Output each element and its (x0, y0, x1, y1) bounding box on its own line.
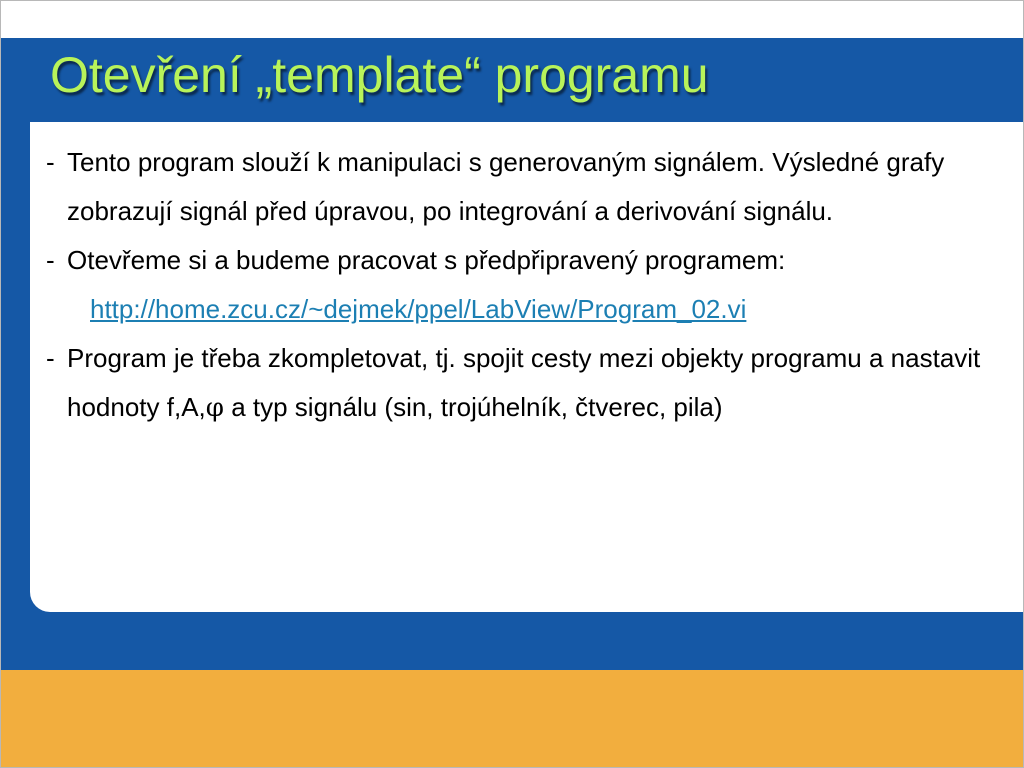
bullet-2-text: Otevřeme si a budeme pracovat s předpřipravený programem: (67, 245, 786, 275)
bullet-3-marker: - (46, 343, 55, 373)
link-line (46, 285, 1006, 334)
bullet-2-marker: - (46, 245, 55, 275)
bullet-2 (46, 236, 1006, 285)
bullet-3-text-before: Program je třeba zkompletovat, tj. spojit cesty mezi objekty programu a nastavit hodnoty f,A, (67, 343, 981, 422)
phi-symbol: φ (205, 393, 224, 423)
bullet-3-text-after: a typ signálu (sin, trojúhelník, čtverec, pila) (223, 392, 723, 422)
bullet-1-marker: - (46, 147, 55, 177)
bullet-1 (46, 138, 1006, 236)
slide-title: Otevření „template“ programu (50, 47, 709, 103)
slide-body (46, 138, 1006, 433)
bullet-3 (46, 334, 1006, 433)
program-link[interactable]: http://home.zcu.cz/~dejmek/ppel/LabView/Program_02.vi (90, 294, 747, 324)
bullet-1-text: Tento program slouží k manipulaci s generovaným signálem. Výsledné grafy zobrazují signál před úpravou, po integrování a derivování signálu. (67, 147, 945, 226)
orange-footer-band (0, 670, 1024, 768)
